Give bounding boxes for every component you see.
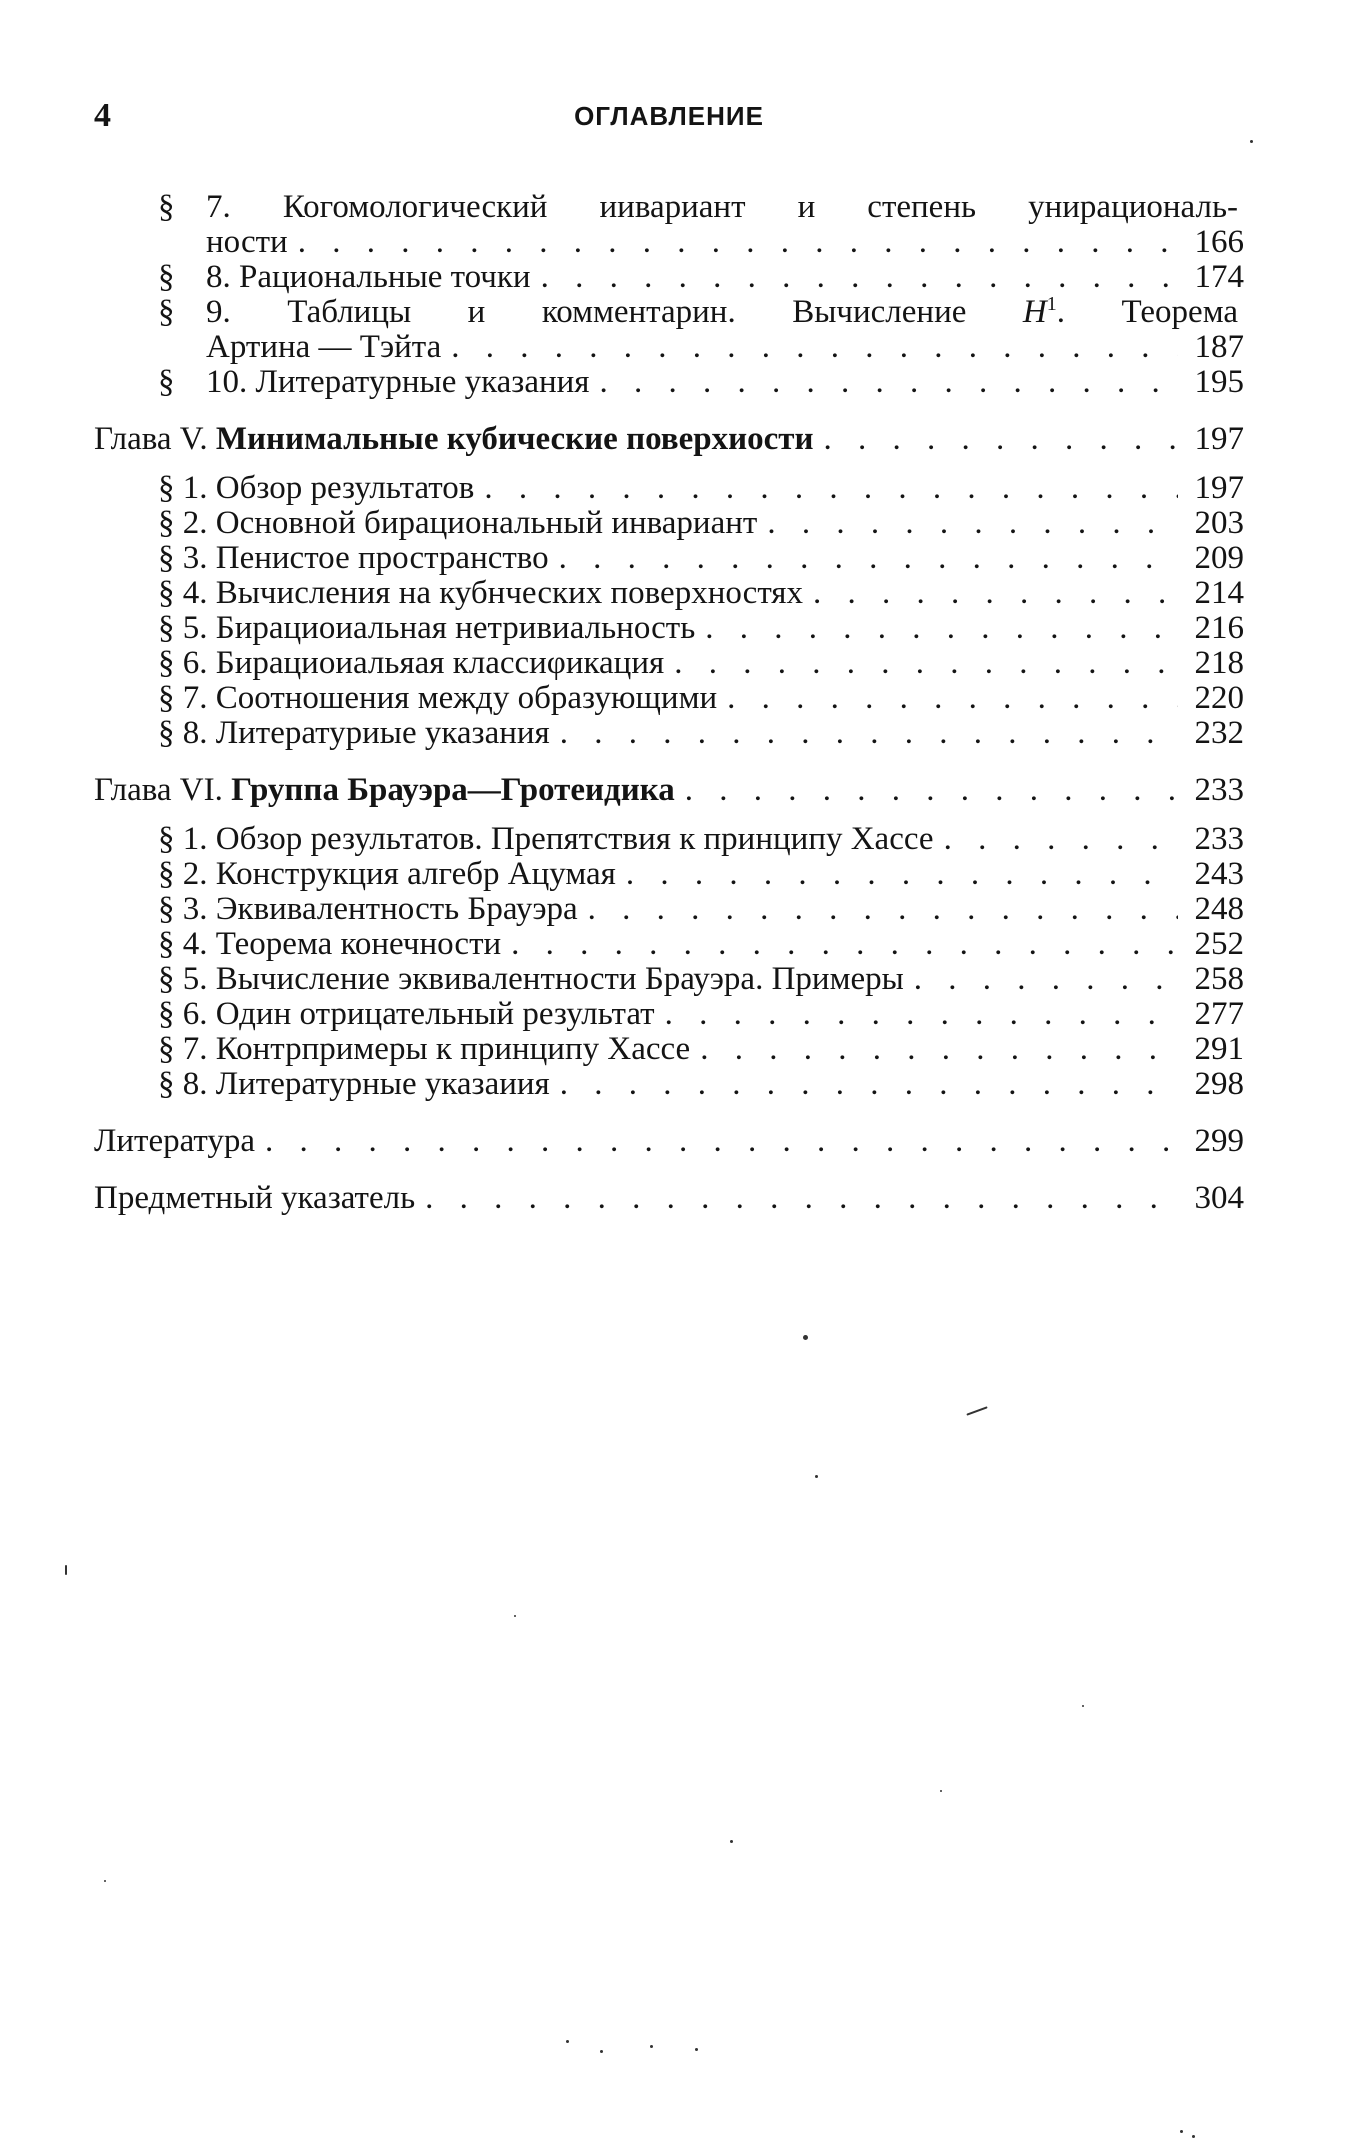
- chapter-heading-6: [94, 773, 1244, 808]
- toc-entry: [94, 1032, 1244, 1067]
- toc-entry-text: § 8. Литературные указаиия: [158, 1066, 550, 1102]
- dot-leader: [560, 716, 1178, 751]
- toc-entry-text: § 4. Теорема конечности: [158, 926, 502, 962]
- toc-entry: [94, 611, 1244, 646]
- toc-entry: [94, 506, 1244, 541]
- toc-entry: [94, 822, 1244, 857]
- dot-leader: [944, 822, 1178, 857]
- dot-leader: [559, 541, 1178, 576]
- toc-page-number: 233: [1194, 772, 1244, 808]
- toc-page-number: 203: [1194, 505, 1244, 541]
- scan-speck: [803, 1335, 808, 1340]
- dot-leader: [813, 576, 1178, 611]
- scan-speck: [650, 2045, 653, 2048]
- toc-entry: [94, 471, 1244, 506]
- toc-entry: [94, 295, 1244, 365]
- running-title: ОГЛАВЛЕНИЕ: [574, 101, 764, 131]
- dot-leader: [700, 1032, 1178, 1067]
- page-header: [94, 96, 1244, 136]
- dot-leader: [674, 646, 1178, 681]
- table-of-contents: [94, 190, 1244, 1216]
- toc-entry-text: § 7. Соотношения между образующими: [158, 680, 718, 716]
- toc-page-number: 252: [1194, 926, 1244, 962]
- dot-leader: [665, 997, 1178, 1032]
- scan-speck: [815, 1475, 818, 1478]
- toc-entry-bibliography: [94, 1124, 1244, 1159]
- toc-page-number: 277: [1194, 996, 1244, 1032]
- toc-page-number: 218: [1194, 645, 1244, 681]
- scan-speck: [1192, 2135, 1195, 2138]
- toc-page-number: 174: [1194, 259, 1244, 295]
- dot-leader: [767, 506, 1178, 541]
- section-sign: §: [158, 259, 175, 295]
- math-superscript: 1: [1046, 293, 1057, 315]
- scan-speck: [1082, 1705, 1084, 1707]
- dot-leader: [705, 611, 1178, 646]
- toc-entry: [94, 997, 1244, 1032]
- toc-entry: [94, 892, 1244, 927]
- toc-entry-text: § 1. Обзор результатов. Препятствия к принципу Хассе: [158, 821, 934, 857]
- toc-entry: [94, 260, 1244, 295]
- toc-entry-text: § 6. Один отрицательный результат: [158, 996, 655, 1032]
- scan-speck: [695, 2048, 698, 2051]
- toc-page-number: 243: [1194, 856, 1244, 892]
- toc-page-number: 195: [1194, 364, 1244, 400]
- dot-leader: [727, 681, 1178, 716]
- toc-entry-text: § 7. Контрпримеры к принципу Хассе: [158, 1031, 691, 1067]
- dot-leader: [511, 927, 1178, 962]
- dot-leader: [425, 1181, 1178, 1216]
- dot-leader: [823, 422, 1178, 457]
- chapter-label: Глава V.: [94, 421, 208, 457]
- toc-entry-text: § 3. Эквивалентность Брауэра: [158, 891, 578, 927]
- toc-page-number: 304: [1194, 1180, 1244, 1216]
- toc-page-number: 214: [1194, 575, 1244, 611]
- section-sign: §: [158, 189, 175, 225]
- toc-entry-text: § 2. Конструкция алгебр Ацумая: [158, 856, 616, 892]
- dot-leader: [560, 1067, 1178, 1102]
- toc-page-number: 232: [1194, 715, 1244, 751]
- toc-entry: [94, 190, 1244, 260]
- page-number: 4: [94, 97, 111, 134]
- toc-page-number: 248: [1194, 891, 1244, 927]
- toc-page-number: 299: [1194, 1123, 1244, 1159]
- chapter-label: Глава VI.: [94, 772, 223, 808]
- toc-entry-text: 10. Литературные указания: [206, 364, 590, 400]
- scan-speck: [940, 1790, 942, 1792]
- section-sign: §: [158, 294, 175, 330]
- toc-entry-text: § 1. Обзор результатов: [158, 470, 475, 506]
- chapter-heading-text: [94, 773, 675, 808]
- dot-leader: [588, 892, 1178, 927]
- toc-entry-text: [206, 295, 1244, 330]
- toc-entry-text: § 5. Вычисление эквивалентности Брауэра. Примеры: [158, 961, 904, 997]
- toc-page-number: 216: [1194, 610, 1244, 646]
- scan-speck: [566, 2040, 569, 2043]
- dot-leader: [626, 857, 1178, 892]
- section-sign: §: [158, 364, 175, 400]
- scan-speck: [600, 2050, 603, 2053]
- toc-page-number: 166: [1194, 224, 1244, 260]
- dot-leader: [685, 773, 1178, 808]
- scan-speck: [514, 1615, 516, 1617]
- chapter-title: Группа Брауэра—Гротеидика: [231, 772, 675, 808]
- toc-entry-text: Литература: [94, 1123, 256, 1159]
- toc-page-number: 291: [1194, 1031, 1244, 1067]
- chapter-heading-text: [94, 422, 813, 457]
- toc-entry-text: § 3. Пенистое пространство: [158, 540, 549, 576]
- toc-page-number: 209: [1194, 540, 1244, 576]
- toc-entry-text-continued: Артина — Тэйта: [206, 329, 442, 365]
- toc-entry-text: § 2. Основной бирациональный инвариант: [158, 505, 758, 541]
- toc-page-number: 197: [1194, 470, 1244, 506]
- toc-entry: [94, 681, 1244, 716]
- toc-entry: [94, 1067, 1244, 1102]
- toc-entry-text: 8. Рациональные точки: [206, 259, 531, 295]
- toc-entry: [94, 857, 1244, 892]
- chapter-title: Минимальные кубические поверхиости: [215, 421, 814, 457]
- toc-page-number: 220: [1194, 680, 1244, 716]
- toc-entry: [94, 541, 1244, 576]
- toc-entry-text: 7. Когомологический иивариант и степень унирациональ-: [206, 189, 1238, 225]
- dot-leader: [484, 471, 1178, 506]
- toc-entry-text: § 6. Бирациоиальяая классиφикация: [158, 645, 665, 681]
- toc-entry-text: § 4. Вычисления на кубнческих поверхностях: [158, 575, 803, 611]
- dot-leader: [541, 260, 1178, 295]
- toc-entry: [94, 716, 1244, 751]
- dot-leader: [265, 1124, 1178, 1159]
- scan-speck: [1250, 140, 1253, 143]
- toc-entry-text: § 5. Бирациоиальная нетривиальность: [158, 610, 696, 646]
- toc-page-number: 197: [1194, 421, 1244, 457]
- dot-leader: [914, 962, 1178, 997]
- math-symbol: H: [1022, 294, 1047, 330]
- scan-speck: [1180, 2130, 1183, 2133]
- toc-entry-text-part: . Теорема: [1056, 294, 1238, 330]
- toc-entry-text: § 8. Литературиые указания: [158, 715, 550, 751]
- scan-speck: [966, 1406, 987, 1415]
- toc-page-number: 298: [1194, 1066, 1244, 1102]
- dot-leader: [451, 330, 1178, 365]
- dot-leader: [599, 365, 1178, 400]
- toc-entry-index: [94, 1181, 1244, 1216]
- toc-entry-text: Предметный указатель: [94, 1180, 416, 1216]
- toc-entry: [94, 576, 1244, 611]
- toc-entry-text-continued: ности: [206, 224, 288, 260]
- toc-entry-text-part: 9. Таблицы и комментарин. Вычисление: [206, 294, 967, 330]
- toc-page-number: 187: [1194, 329, 1244, 365]
- toc-page-number: 258: [1194, 961, 1244, 997]
- toc-entry: [94, 927, 1244, 962]
- toc-entry: [94, 962, 1244, 997]
- toc-entry: [94, 646, 1244, 681]
- toc-entry: [94, 365, 1244, 400]
- scan-speck: [730, 1840, 733, 1843]
- toc-page-number: 233: [1194, 821, 1244, 857]
- chapter-heading-5: [94, 422, 1244, 457]
- scan-speck: [65, 1565, 67, 1575]
- scan-speck: [104, 1880, 106, 1882]
- dot-leader: [298, 225, 1178, 260]
